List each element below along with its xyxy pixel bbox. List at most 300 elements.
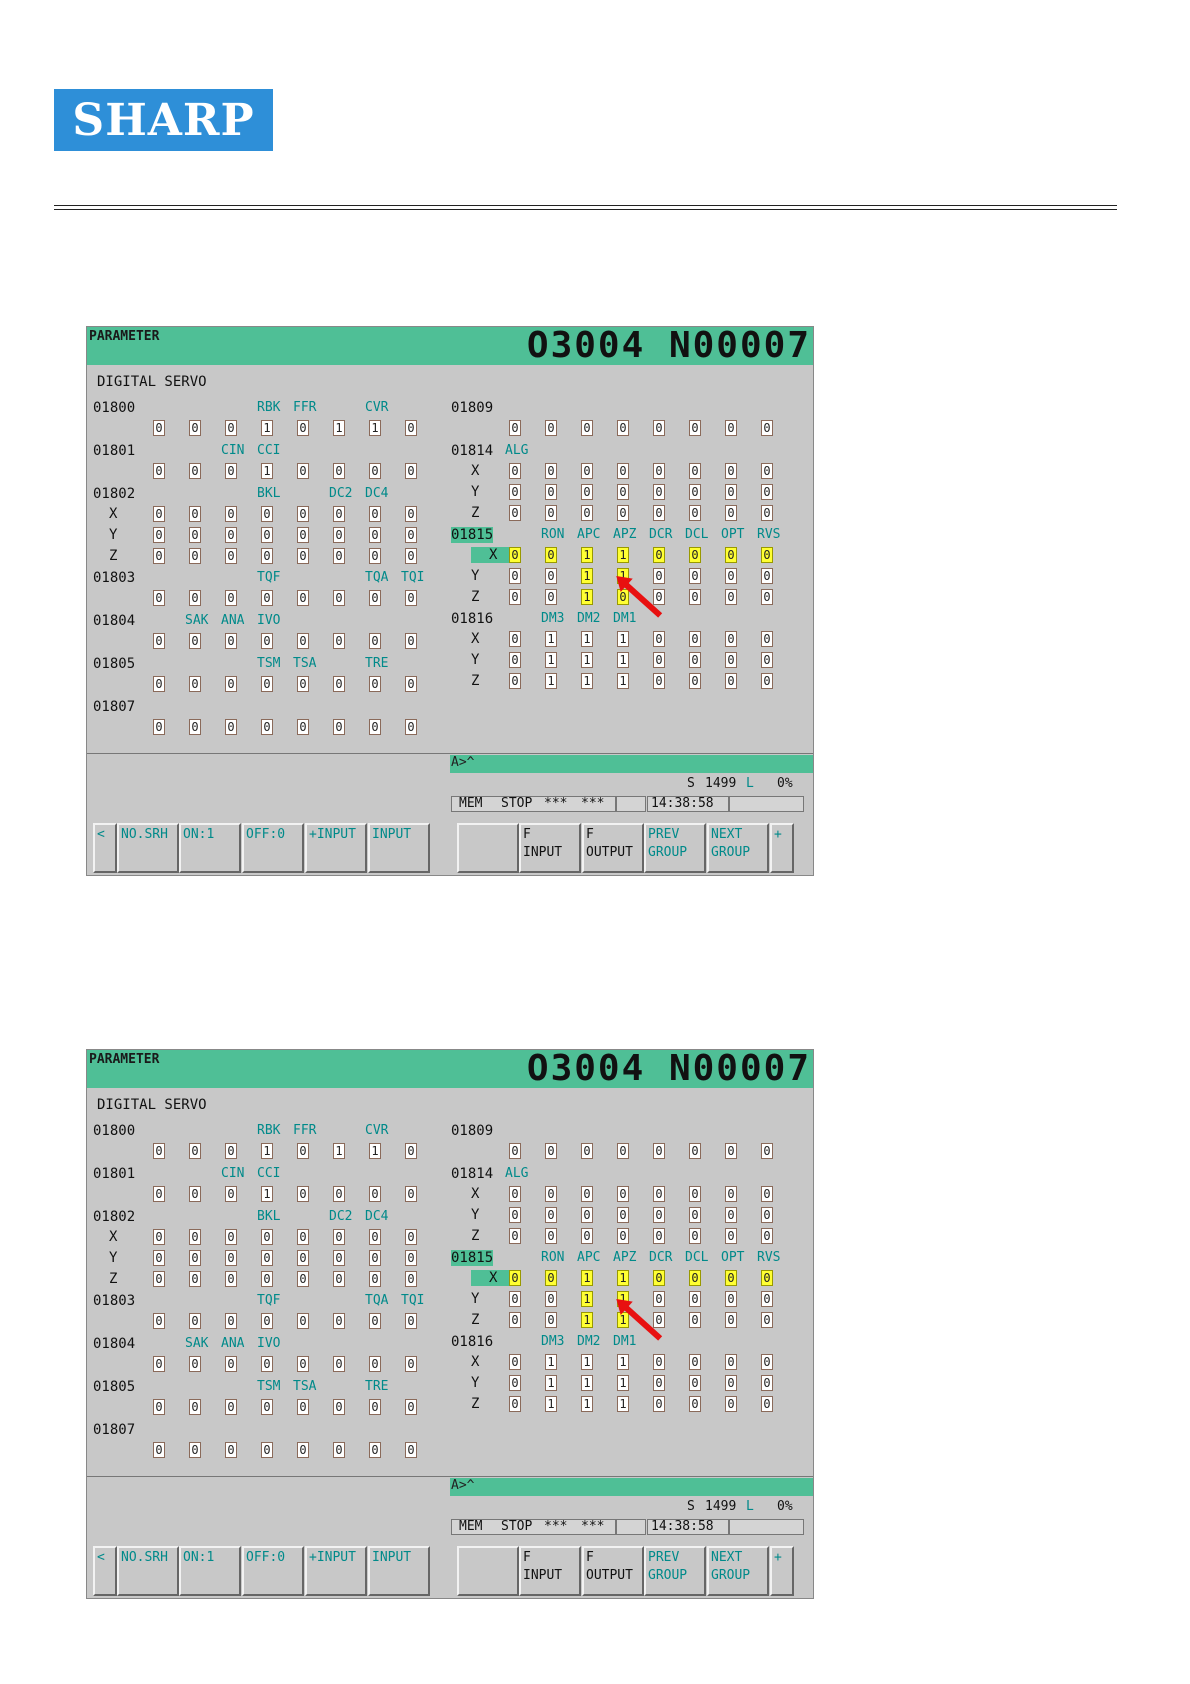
bit-value-cell[interactable]: 0	[225, 527, 237, 543]
bit-value-cell[interactable]: 0	[297, 1271, 309, 1287]
softkey-right-4[interactable]	[707, 1546, 769, 1596]
bit-value-cell[interactable]: 0	[189, 719, 201, 735]
softkey-left-2[interactable]	[179, 1546, 241, 1596]
bit-value-cell[interactable]: 0	[261, 548, 273, 564]
bit-value-cell[interactable]: 0	[225, 676, 237, 692]
bit-value-cell[interactable]: 0	[545, 1291, 557, 1307]
softkey-right-1[interactable]	[519, 1546, 581, 1596]
bit-value-cell[interactable]: 0	[689, 673, 701, 689]
bit-value-cell[interactable]: 0	[509, 1270, 521, 1286]
bit-value-cell[interactable]: 0	[725, 1354, 737, 1370]
bit-value-cell[interactable]: 0	[405, 463, 417, 479]
bit-value-cell[interactable]: 0	[509, 652, 521, 668]
bit-value-cell[interactable]: 0	[189, 676, 201, 692]
bit-value-cell[interactable]: 1	[261, 1186, 273, 1202]
bit-value-cell[interactable]: 0	[189, 1186, 201, 1202]
softkey-left-0[interactable]	[93, 1546, 117, 1596]
bit-value-cell[interactable]: 0	[333, 1271, 345, 1287]
bit-value-cell[interactable]: 0	[509, 547, 521, 563]
bit-value-cell[interactable]: 0	[189, 527, 201, 543]
bit-value-cell[interactable]: 0	[617, 463, 629, 479]
bit-value-cell[interactable]: 0	[653, 1375, 665, 1391]
bit-value-cell[interactable]: 0	[261, 1442, 273, 1458]
bit-value-cell[interactable]: 1	[617, 673, 629, 689]
bit-value-cell[interactable]: 0	[725, 652, 737, 668]
bit-value-cell[interactable]: 0	[153, 1229, 165, 1245]
bit-value-cell[interactable]: 0	[581, 420, 593, 436]
bit-value-cell[interactable]: 0	[333, 1313, 345, 1329]
bit-value-cell[interactable]: 0	[333, 1399, 345, 1415]
bit-value-cell[interactable]: 0	[261, 506, 273, 522]
command-prompt[interactable]: A>^	[451, 1478, 475, 1493]
bit-value-cell[interactable]: 0	[689, 1396, 701, 1412]
bit-value-cell[interactable]: 0	[225, 548, 237, 564]
softkey-left-4[interactable]	[305, 823, 367, 873]
bit-value-cell[interactable]: 0	[189, 1442, 201, 1458]
bit-value-cell[interactable]: 0	[545, 568, 557, 584]
bit-value-cell[interactable]: 0	[369, 1313, 381, 1329]
bit-value-cell[interactable]: 0	[725, 1186, 737, 1202]
bit-value-cell[interactable]: 0	[761, 568, 773, 584]
bit-value-cell[interactable]: 0	[653, 652, 665, 668]
bit-value-cell[interactable]: 0	[617, 1143, 629, 1159]
bit-value-cell[interactable]: 0	[225, 463, 237, 479]
bit-value-cell[interactable]: 0	[225, 1229, 237, 1245]
bit-value-cell[interactable]: 0	[297, 676, 309, 692]
softkey-right-2[interactable]	[582, 823, 644, 873]
bit-value-cell[interactable]: 0	[333, 1186, 345, 1202]
bit-value-cell[interactable]: 0	[725, 420, 737, 436]
bit-value-cell[interactable]: 0	[581, 505, 593, 521]
bit-value-cell[interactable]: 0	[225, 1313, 237, 1329]
bit-value-cell[interactable]: 0	[761, 1228, 773, 1244]
bit-value-cell[interactable]: 0	[261, 590, 273, 606]
softkey-right-0[interactable]	[457, 1546, 519, 1596]
bit-value-cell[interactable]: 1	[581, 652, 593, 668]
bit-value-cell[interactable]: 0	[225, 633, 237, 649]
bit-value-cell[interactable]: 0	[405, 1399, 417, 1415]
bit-value-cell[interactable]: 0	[581, 463, 593, 479]
bit-value-cell[interactable]: 0	[405, 1186, 417, 1202]
bit-value-cell[interactable]: 0	[761, 484, 773, 500]
bit-value-cell[interactable]: 0	[689, 1291, 701, 1307]
bit-value-cell[interactable]: 0	[225, 420, 237, 436]
bit-value-cell[interactable]: 0	[689, 1143, 701, 1159]
bit-value-cell[interactable]: 0	[725, 1143, 737, 1159]
softkey-left-1[interactable]	[117, 1546, 179, 1596]
bit-value-cell[interactable]: 1	[545, 1396, 557, 1412]
bit-value-cell[interactable]: 0	[369, 1356, 381, 1372]
bit-value-cell[interactable]: 0	[153, 527, 165, 543]
bit-value-cell[interactable]: 0	[761, 673, 773, 689]
softkey-left-4[interactable]	[305, 1546, 367, 1596]
bit-value-cell[interactable]: 0	[405, 1271, 417, 1287]
bit-value-cell[interactable]: 0	[725, 484, 737, 500]
bit-value-cell[interactable]: 0	[405, 719, 417, 735]
bit-value-cell[interactable]: 0	[405, 1356, 417, 1372]
bit-value-cell[interactable]: 1	[369, 1143, 381, 1159]
bit-value-cell[interactable]: 0	[761, 463, 773, 479]
bit-value-cell[interactable]: 0	[725, 547, 737, 563]
bit-value-cell[interactable]: 0	[189, 506, 201, 522]
bit-value-cell[interactable]: 0	[689, 1228, 701, 1244]
bit-value-cell[interactable]: 0	[225, 590, 237, 606]
bit-value-cell[interactable]: 0	[617, 420, 629, 436]
bit-value-cell[interactable]: 0	[369, 676, 381, 692]
bit-value-cell[interactable]: 0	[333, 463, 345, 479]
bit-value-cell[interactable]: 0	[153, 463, 165, 479]
bit-value-cell[interactable]: 0	[333, 1356, 345, 1372]
bit-value-cell[interactable]: 0	[653, 1186, 665, 1202]
bit-value-cell[interactable]: 1	[261, 463, 273, 479]
bit-value-cell[interactable]: 0	[261, 527, 273, 543]
bit-value-cell[interactable]: 0	[689, 1270, 701, 1286]
bit-value-cell[interactable]: 0	[545, 1207, 557, 1223]
bit-value-cell[interactable]: 1	[617, 1312, 629, 1328]
softkey-right-5[interactable]	[770, 823, 794, 873]
bit-value-cell[interactable]: 0	[509, 568, 521, 584]
bit-value-cell[interactable]: 0	[153, 676, 165, 692]
bit-value-cell[interactable]: 1	[581, 1354, 593, 1370]
bit-value-cell[interactable]: 0	[369, 1229, 381, 1245]
bit-value-cell[interactable]: 0	[653, 568, 665, 584]
bit-value-cell[interactable]: 0	[297, 590, 309, 606]
bit-value-cell[interactable]: 0	[225, 1442, 237, 1458]
bit-value-cell[interactable]: 0	[545, 463, 557, 479]
bit-value-cell[interactable]: 0	[261, 1271, 273, 1287]
softkey-right-3[interactable]	[644, 823, 706, 873]
bit-value-cell[interactable]: 0	[225, 1186, 237, 1202]
bit-value-cell[interactable]: 0	[725, 1312, 737, 1328]
bit-value-cell[interactable]: 0	[153, 633, 165, 649]
bit-value-cell[interactable]: 0	[689, 420, 701, 436]
bit-value-cell[interactable]: 0	[509, 1354, 521, 1370]
bit-value-cell[interactable]: 0	[261, 1250, 273, 1266]
bit-value-cell[interactable]: 0	[405, 548, 417, 564]
bit-value-cell[interactable]: 0	[369, 590, 381, 606]
bit-value-cell[interactable]: 0	[761, 505, 773, 521]
bit-value-cell[interactable]: 0	[297, 420, 309, 436]
bit-value-cell[interactable]: 0	[153, 1442, 165, 1458]
bit-value-cell[interactable]: 0	[261, 1313, 273, 1329]
bit-value-cell[interactable]: 0	[581, 1228, 593, 1244]
bit-value-cell[interactable]: 0	[689, 484, 701, 500]
softkey-left-3[interactable]	[242, 1546, 304, 1596]
bit-value-cell[interactable]: 0	[509, 1396, 521, 1412]
bit-value-cell[interactable]: 1	[545, 631, 557, 647]
bit-value-cell[interactable]: 0	[297, 719, 309, 735]
bit-value-cell[interactable]: 1	[581, 631, 593, 647]
bit-value-cell[interactable]: 0	[689, 463, 701, 479]
bit-value-cell[interactable]: 1	[581, 547, 593, 563]
bit-value-cell[interactable]: 0	[333, 527, 345, 543]
softkey-left-1[interactable]	[117, 823, 179, 873]
bit-value-cell[interactable]: 0	[761, 1291, 773, 1307]
bit-value-cell[interactable]: 0	[545, 547, 557, 563]
bit-value-cell[interactable]: 0	[189, 1143, 201, 1159]
bit-value-cell[interactable]: 0	[509, 1207, 521, 1223]
bit-value-cell[interactable]: 0	[653, 484, 665, 500]
bit-value-cell[interactable]: 0	[509, 673, 521, 689]
bit-value-cell[interactable]: 0	[297, 1356, 309, 1372]
bit-value-cell[interactable]: 0	[725, 505, 737, 521]
bit-value-cell[interactable]: 0	[509, 589, 521, 605]
bit-value-cell[interactable]: 0	[617, 505, 629, 521]
bit-value-cell[interactable]: 0	[761, 1354, 773, 1370]
bit-value-cell[interactable]: 0	[153, 1399, 165, 1415]
bit-value-cell[interactable]: 0	[297, 1229, 309, 1245]
bit-value-cell[interactable]: 0	[689, 1186, 701, 1202]
bit-value-cell[interactable]: 1	[581, 1312, 593, 1328]
bit-value-cell[interactable]: 0	[761, 1143, 773, 1159]
softkey-right-5[interactable]	[770, 1546, 794, 1596]
bit-value-cell[interactable]: 0	[189, 1313, 201, 1329]
bit-value-cell[interactable]: 0	[369, 527, 381, 543]
bit-value-cell[interactable]: 0	[189, 633, 201, 649]
bit-value-cell[interactable]: 0	[761, 1312, 773, 1328]
bit-value-cell[interactable]: 0	[333, 633, 345, 649]
bit-value-cell[interactable]: 0	[761, 420, 773, 436]
bit-value-cell[interactable]: 0	[761, 1396, 773, 1412]
bit-value-cell[interactable]: 0	[261, 1399, 273, 1415]
bit-value-cell[interactable]: 0	[297, 633, 309, 649]
bit-value-cell[interactable]: 1	[545, 673, 557, 689]
bit-value-cell[interactable]: 0	[225, 1271, 237, 1287]
command-prompt[interactable]: A>^	[451, 755, 475, 770]
bit-value-cell[interactable]: 0	[153, 1313, 165, 1329]
bit-value-cell[interactable]: 0	[725, 1228, 737, 1244]
bit-value-cell[interactable]: 0	[725, 1396, 737, 1412]
bit-value-cell[interactable]: 0	[153, 719, 165, 735]
softkey-right-3[interactable]	[644, 1546, 706, 1596]
bit-value-cell[interactable]: 0	[545, 1186, 557, 1202]
bit-value-cell[interactable]: 0	[689, 1354, 701, 1370]
bit-value-cell[interactable]: 0	[689, 568, 701, 584]
bit-value-cell[interactable]: 0	[369, 719, 381, 735]
bit-value-cell[interactable]: 0	[261, 676, 273, 692]
bit-value-cell[interactable]: 0	[653, 673, 665, 689]
bit-value-cell[interactable]: 0	[617, 1228, 629, 1244]
bit-value-cell[interactable]: 0	[725, 589, 737, 605]
softkey-right-2[interactable]	[582, 1546, 644, 1596]
bit-value-cell[interactable]: 0	[509, 1312, 521, 1328]
bit-value-cell[interactable]: 0	[225, 719, 237, 735]
bit-value-cell[interactable]: 0	[725, 1291, 737, 1307]
bit-value-cell[interactable]: 0	[581, 484, 593, 500]
bit-value-cell[interactable]: 0	[545, 484, 557, 500]
bit-value-cell[interactable]: 0	[153, 1143, 165, 1159]
bit-value-cell[interactable]: 0	[509, 505, 521, 521]
bit-value-cell[interactable]: 1	[617, 1354, 629, 1370]
bit-value-cell[interactable]: 1	[333, 420, 345, 436]
softkey-left-5[interactable]	[368, 823, 430, 873]
bit-value-cell[interactable]: 0	[545, 420, 557, 436]
bit-value-cell[interactable]: 0	[689, 1312, 701, 1328]
bit-value-cell[interactable]: 0	[333, 676, 345, 692]
bit-value-cell[interactable]: 0	[509, 463, 521, 479]
bit-value-cell[interactable]: 0	[725, 463, 737, 479]
bit-value-cell[interactable]: 0	[653, 1228, 665, 1244]
bit-value-cell[interactable]: 1	[581, 1375, 593, 1391]
bit-value-cell[interactable]: 0	[405, 1250, 417, 1266]
bit-value-cell[interactable]: 0	[405, 633, 417, 649]
bit-value-cell[interactable]: 0	[689, 1207, 701, 1223]
bit-value-cell[interactable]: 0	[405, 506, 417, 522]
bit-value-cell[interactable]: 0	[405, 676, 417, 692]
softkey-left-3[interactable]	[242, 823, 304, 873]
bit-value-cell[interactable]: 0	[153, 590, 165, 606]
bit-value-cell[interactable]: 0	[725, 1375, 737, 1391]
bit-value-cell[interactable]: 0	[581, 1186, 593, 1202]
softkey-left-2[interactable]	[179, 823, 241, 873]
bit-value-cell[interactable]: 1	[581, 673, 593, 689]
softkey-right-1[interactable]	[519, 823, 581, 873]
softkey-right-4[interactable]	[707, 823, 769, 873]
bit-value-cell[interactable]: 0	[617, 1186, 629, 1202]
bit-value-cell[interactable]: 1	[581, 589, 593, 605]
bit-value-cell[interactable]: 0	[297, 1250, 309, 1266]
bit-value-cell[interactable]: 1	[333, 1143, 345, 1159]
bit-value-cell[interactable]: 0	[225, 1399, 237, 1415]
bit-value-cell[interactable]: 0	[225, 1250, 237, 1266]
bit-value-cell[interactable]: 1	[581, 1396, 593, 1412]
bit-value-cell[interactable]: 0	[725, 631, 737, 647]
bit-value-cell[interactable]: 0	[653, 1396, 665, 1412]
bit-value-cell[interactable]: 0	[261, 633, 273, 649]
bit-value-cell[interactable]: 0	[725, 1270, 737, 1286]
bit-value-cell[interactable]: 0	[581, 1207, 593, 1223]
bit-value-cell[interactable]: 0	[689, 547, 701, 563]
bit-value-cell[interactable]: 0	[689, 631, 701, 647]
bit-value-cell[interactable]: 0	[369, 1442, 381, 1458]
bit-value-cell[interactable]: 0	[653, 420, 665, 436]
bit-value-cell[interactable]: 0	[509, 631, 521, 647]
bit-value-cell[interactable]: 0	[297, 463, 309, 479]
bit-value-cell[interactable]: 0	[509, 1228, 521, 1244]
bit-value-cell[interactable]: 0	[297, 1399, 309, 1415]
bit-value-cell[interactable]: 0	[297, 548, 309, 564]
bit-value-cell[interactable]: 0	[189, 1250, 201, 1266]
bit-value-cell[interactable]: 0	[653, 1312, 665, 1328]
bit-value-cell[interactable]: 0	[581, 1143, 593, 1159]
bit-value-cell[interactable]: 0	[509, 1143, 521, 1159]
bit-value-cell[interactable]: 0	[153, 420, 165, 436]
bit-value-cell[interactable]: 1	[545, 1354, 557, 1370]
bit-value-cell[interactable]: 0	[189, 1356, 201, 1372]
bit-value-cell[interactable]: 0	[153, 506, 165, 522]
bit-value-cell[interactable]: 1	[617, 1396, 629, 1412]
bit-value-cell[interactable]: 0	[725, 568, 737, 584]
bit-value-cell[interactable]: 0	[189, 548, 201, 564]
bit-value-cell[interactable]: 0	[333, 1229, 345, 1245]
softkey-right-0[interactable]	[457, 823, 519, 873]
bit-value-cell[interactable]: 0	[761, 1186, 773, 1202]
bit-value-cell[interactable]: 0	[405, 1229, 417, 1245]
bit-value-cell[interactable]: 0	[545, 1143, 557, 1159]
bit-value-cell[interactable]: 0	[369, 548, 381, 564]
bit-value-cell[interactable]: 0	[653, 547, 665, 563]
bit-value-cell[interactable]: 0	[405, 1143, 417, 1159]
bit-value-cell[interactable]: 0	[405, 590, 417, 606]
bit-value-cell[interactable]: 0	[333, 590, 345, 606]
bit-value-cell[interactable]: 0	[545, 589, 557, 605]
bit-value-cell[interactable]: 0	[405, 1313, 417, 1329]
bit-value-cell[interactable]: 0	[617, 484, 629, 500]
bit-value-cell[interactable]: 0	[689, 505, 701, 521]
bit-value-cell[interactable]: 0	[509, 1375, 521, 1391]
bit-value-cell[interactable]: 0	[653, 1354, 665, 1370]
bit-value-cell[interactable]: 1	[369, 420, 381, 436]
bit-value-cell[interactable]: 0	[261, 1229, 273, 1245]
bit-value-cell[interactable]: 0	[761, 652, 773, 668]
bit-value-cell[interactable]: 0	[369, 633, 381, 649]
bit-value-cell[interactable]: 0	[225, 1356, 237, 1372]
bit-value-cell[interactable]: 1	[617, 631, 629, 647]
bit-value-cell[interactable]: 0	[617, 589, 629, 605]
bit-value-cell[interactable]: 0	[261, 1356, 273, 1372]
bit-value-cell[interactable]: 0	[761, 1375, 773, 1391]
bit-value-cell[interactable]: 0	[153, 1356, 165, 1372]
bit-value-cell[interactable]: 0	[225, 506, 237, 522]
bit-value-cell[interactable]: 1	[617, 1375, 629, 1391]
bit-value-cell[interactable]: 0	[297, 1442, 309, 1458]
bit-value-cell[interactable]: 0	[617, 1207, 629, 1223]
bit-value-cell[interactable]: 0	[653, 631, 665, 647]
bit-value-cell[interactable]: 0	[189, 463, 201, 479]
bit-value-cell[interactable]: 1	[617, 1270, 629, 1286]
bit-value-cell[interactable]: 0	[369, 1186, 381, 1202]
bit-value-cell[interactable]: 0	[189, 1271, 201, 1287]
bit-value-cell[interactable]: 0	[333, 548, 345, 564]
bit-value-cell[interactable]: 0	[297, 506, 309, 522]
bit-value-cell[interactable]: 0	[509, 1291, 521, 1307]
bit-value-cell[interactable]: 0	[261, 719, 273, 735]
bit-value-cell[interactable]: 0	[369, 1250, 381, 1266]
bit-value-cell[interactable]: 0	[545, 505, 557, 521]
bit-value-cell[interactable]: 0	[333, 1442, 345, 1458]
bit-value-cell[interactable]: 0	[153, 1271, 165, 1287]
bit-value-cell[interactable]: 0	[653, 589, 665, 605]
bit-value-cell[interactable]: 0	[189, 590, 201, 606]
bit-value-cell[interactable]: 0	[545, 1270, 557, 1286]
bit-value-cell[interactable]: 0	[653, 1143, 665, 1159]
bit-value-cell[interactable]: 0	[689, 589, 701, 605]
bit-value-cell[interactable]: 0	[509, 1186, 521, 1202]
bit-value-cell[interactable]: 1	[545, 1375, 557, 1391]
bit-value-cell[interactable]: 0	[153, 1250, 165, 1266]
softkey-left-0[interactable]	[93, 823, 117, 873]
bit-value-cell[interactable]: 0	[653, 1270, 665, 1286]
bit-value-cell[interactable]: 0	[509, 420, 521, 436]
bit-value-cell[interactable]: 0	[725, 1207, 737, 1223]
bit-value-cell[interactable]: 0	[761, 589, 773, 605]
bit-value-cell[interactable]: 0	[653, 463, 665, 479]
bit-value-cell[interactable]: 0	[689, 1375, 701, 1391]
bit-value-cell[interactable]: 0	[369, 1271, 381, 1287]
bit-value-cell[interactable]: 0	[297, 1313, 309, 1329]
bit-value-cell[interactable]: 0	[509, 484, 521, 500]
bit-value-cell[interactable]: 0	[545, 1312, 557, 1328]
bit-value-cell[interactable]: 1	[617, 652, 629, 668]
bit-value-cell[interactable]: 0	[297, 1186, 309, 1202]
bit-value-cell[interactable]: 0	[689, 652, 701, 668]
bit-value-cell[interactable]: 0	[653, 1291, 665, 1307]
bit-value-cell[interactable]: 0	[405, 1442, 417, 1458]
bit-value-cell[interactable]: 0	[761, 1270, 773, 1286]
bit-value-cell[interactable]: 0	[653, 505, 665, 521]
bit-value-cell[interactable]: 0	[405, 527, 417, 543]
bit-value-cell[interactable]: 0	[297, 527, 309, 543]
